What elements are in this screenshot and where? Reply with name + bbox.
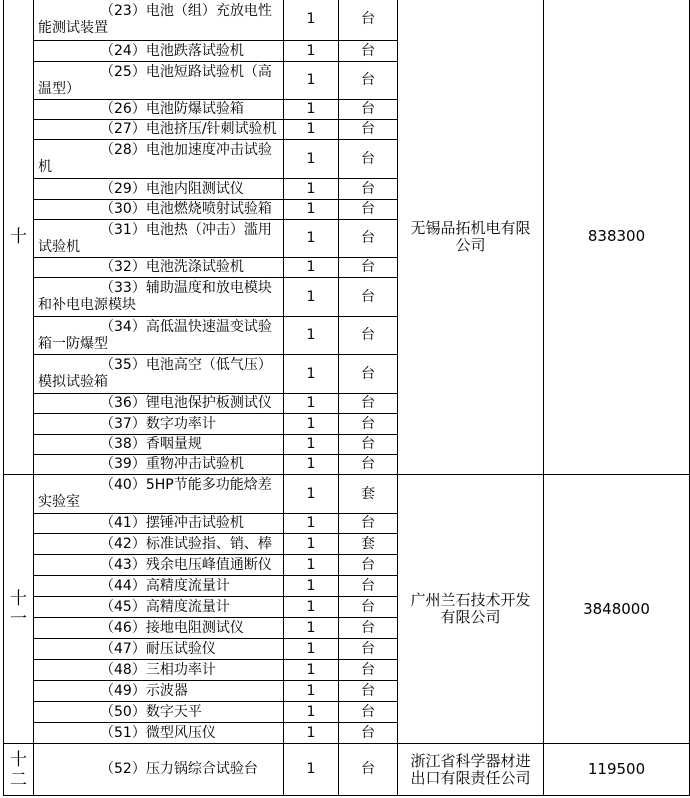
table-row — [4, 475, 690, 514]
item-number: （25） — [100, 63, 146, 80]
item-number: （39） — [100, 456, 146, 472]
item-unit: 台 — [339, 681, 398, 702]
item-name-cell — [34, 179, 284, 200]
item-name: 辅助温度和放电模块和补电电源模块 — [38, 280, 272, 313]
item-name-cell — [34, 394, 284, 414]
item-number: （44） — [100, 577, 146, 594]
item-quantity: 1 — [284, 435, 339, 455]
item-unit: 台 — [339, 639, 398, 660]
item-name-cell — [34, 120, 284, 140]
item-quantity: 1 — [284, 41, 339, 62]
item-number: （43） — [100, 556, 146, 573]
item-number: （38） — [100, 436, 146, 452]
item-name: 5HP节能多功能焓差实验室 — [38, 477, 272, 510]
item-quantity: 1 — [284, 394, 339, 414]
item-name-cell — [34, 702, 284, 723]
item-name-cell — [34, 576, 284, 597]
item-name-cell — [34, 555, 284, 576]
item-quantity: 1 — [284, 475, 339, 514]
item-name-cell — [34, 258, 284, 278]
item-number: （35） — [100, 357, 146, 373]
item-unit: 台 — [339, 100, 398, 120]
item-name-cell — [34, 62, 284, 100]
item-name: 锂电池保护板测试仪 — [145, 395, 272, 411]
item-unit: 台 — [339, 597, 398, 618]
item-quantity: 1 — [284, 179, 339, 200]
item-name: 电池加速度冲击试验机 — [38, 142, 272, 175]
item-name: 标准试验指、销、棒 — [145, 535, 272, 552]
item-name: 电池短路试验机（高温型） — [38, 63, 272, 97]
item-quantity: 1 — [284, 100, 339, 120]
item-number: （23） — [100, 2, 146, 19]
item-name: 重物冲击试验机 — [145, 456, 244, 472]
item-quantity: 1 — [284, 723, 339, 744]
item-name: 高低温快速温变试验箱一防爆型 — [38, 318, 272, 352]
item-name: 摆锤冲击试验机 — [145, 515, 244, 531]
item-number: （40） — [100, 477, 146, 493]
item-name-cell — [34, 475, 284, 514]
item-name-cell — [34, 200, 284, 220]
item-unit: 台 — [339, 555, 398, 576]
item-quantity: 1 — [284, 0, 339, 41]
item-name-cell — [34, 435, 284, 455]
item-quantity: 1 — [284, 200, 339, 220]
group-number-text: 十 一 — [10, 589, 27, 629]
item-unit: 台 — [339, 414, 398, 435]
item-number: （45） — [100, 598, 146, 615]
item-quantity: 1 — [284, 414, 339, 435]
item-quantity: 1 — [284, 317, 339, 355]
item-name-cell — [34, 317, 284, 355]
item-number: （26） — [100, 101, 146, 117]
item-number: （27） — [100, 121, 146, 137]
group-number-text: 十 — [10, 226, 27, 247]
item-name-cell — [34, 723, 284, 744]
item-name-cell — [34, 140, 284, 179]
item-name: 示波器 — [145, 682, 188, 699]
item-number: （31） — [100, 221, 146, 238]
item-unit: 台 — [339, 278, 398, 317]
item-number: （46） — [100, 619, 146, 636]
item-quantity: 1 — [284, 597, 339, 618]
item-name: 数字功率计 — [145, 415, 216, 432]
item-unit: 台 — [339, 41, 398, 62]
item-quantity: 1 — [284, 534, 339, 555]
item-number: （29） — [100, 180, 146, 197]
item-unit: 台 — [339, 514, 398, 534]
item-name-cell — [34, 597, 284, 618]
item-name-cell — [34, 744, 284, 796]
item-number: （33） — [100, 280, 146, 296]
table-row — [4, 744, 690, 796]
item-name: 电池跌落试验机 — [145, 42, 244, 59]
contract-amount: 3848000 — [544, 475, 690, 744]
group-number — [4, 744, 34, 796]
item-quantity: 1 — [284, 120, 339, 140]
item-quantity: 1 — [284, 702, 339, 723]
item-name: 三相功率计 — [145, 661, 216, 678]
item-unit: 台 — [339, 394, 398, 414]
item-unit: 台 — [339, 744, 398, 796]
item-name: 接地电阻测试仪 — [145, 619, 244, 636]
item-number: （32） — [100, 259, 146, 275]
item-unit: 台 — [339, 258, 398, 278]
item-number: （48） — [100, 661, 146, 678]
item-quantity: 1 — [284, 555, 339, 576]
item-unit: 台 — [339, 0, 398, 41]
item-name: 电池洗涤试验机 — [145, 259, 244, 275]
item-quantity: 1 — [284, 514, 339, 534]
item-unit: 台 — [339, 618, 398, 639]
item-name: 高精度流量计 — [145, 577, 230, 594]
item-number: （34） — [100, 318, 146, 335]
item-unit: 台 — [339, 660, 398, 681]
item-name: 电池热（冲击）滥用试验机 — [38, 221, 272, 255]
item-name: 数字天平 — [145, 703, 202, 720]
item-number: （28） — [100, 142, 146, 158]
item-quantity: 1 — [284, 455, 339, 475]
item-quantity: 1 — [284, 618, 339, 639]
item-name-cell — [34, 514, 284, 534]
item-name: 电池（组）充放电性能测试装置 — [38, 2, 272, 36]
item-name: 电池防爆试验箱 — [145, 101, 244, 117]
item-quantity: 1 — [284, 140, 339, 179]
item-name: 电池燃烧喷射试验箱 — [145, 201, 272, 217]
item-unit: 台 — [339, 455, 398, 475]
contract-amount: 119500 — [544, 744, 690, 796]
item-name-cell — [34, 41, 284, 62]
item-name: 压力锅综合试验台 — [145, 761, 258, 777]
item-name: 微型风压仪 — [145, 724, 216, 741]
item-quantity: 1 — [284, 639, 339, 660]
item-number: （37） — [100, 415, 146, 432]
item-unit: 台 — [339, 62, 398, 100]
item-number: （30） — [100, 201, 146, 217]
item-name-cell — [34, 100, 284, 120]
item-name-cell — [34, 355, 284, 394]
supplier-name: 广州兰石技术开发有限公司 — [398, 475, 544, 744]
group-number — [4, 475, 34, 744]
item-unit: 台 — [339, 120, 398, 140]
item-name-cell — [34, 618, 284, 639]
item-name: 高精度流量计 — [145, 598, 230, 615]
item-name-cell — [34, 0, 284, 41]
item-quantity: 1 — [284, 660, 339, 681]
table-row — [4, 0, 690, 41]
item-name: 香咽量规 — [145, 436, 202, 452]
item-quantity: 1 — [284, 278, 339, 317]
item-number: （36） — [100, 395, 146, 411]
item-unit: 台 — [339, 200, 398, 220]
item-name-cell — [34, 534, 284, 555]
item-unit: 套 — [339, 534, 398, 555]
item-quantity: 1 — [284, 355, 339, 394]
item-name-cell — [34, 278, 284, 317]
item-unit: 台 — [339, 317, 398, 355]
item-name: 电池挤压/针刺试验机 — [145, 121, 277, 137]
item-number: （42） — [100, 535, 146, 552]
item-unit: 台 — [339, 723, 398, 744]
item-name: 电池高空（低气压）模拟试验箱 — [38, 357, 272, 390]
item-name: 残余电压峰值通断仪 — [145, 556, 272, 573]
supplier-name: 浙江省科学器材进出口有限责任公司 — [398, 744, 544, 796]
supplier-name: 无锡品拓机电有限公司 — [398, 0, 544, 475]
item-unit: 台 — [339, 220, 398, 258]
item-name-cell — [34, 639, 284, 660]
group-number — [4, 0, 34, 475]
item-unit: 台 — [339, 140, 398, 179]
item-number: （51） — [100, 724, 146, 741]
item-quantity: 1 — [284, 744, 339, 796]
item-name-cell — [34, 220, 284, 258]
item-unit: 台 — [339, 702, 398, 723]
item-quantity: 1 — [284, 681, 339, 702]
item-quantity: 1 — [284, 62, 339, 100]
item-unit: 台 — [339, 355, 398, 394]
item-name-cell — [34, 414, 284, 435]
item-quantity: 1 — [284, 576, 339, 597]
item-number: （47） — [100, 640, 146, 657]
item-number: （52） — [100, 761, 146, 777]
item-name: 电池内阻测试仪 — [145, 180, 244, 197]
item-unit: 台 — [339, 179, 398, 200]
item-number: （41） — [100, 515, 146, 531]
group-number-text: 十 二 — [10, 749, 27, 790]
item-unit: 台 — [339, 576, 398, 597]
item-number: （49） — [100, 682, 146, 699]
item-quantity: 1 — [284, 220, 339, 258]
contract-amount: 838300 — [544, 0, 690, 475]
item-name-cell — [34, 455, 284, 475]
item-unit: 套 — [339, 475, 398, 514]
item-number: （50） — [100, 703, 146, 720]
item-name-cell — [34, 681, 284, 702]
item-name: 耐压试验仪 — [145, 640, 216, 657]
item-quantity: 1 — [284, 258, 339, 278]
item-name-cell — [34, 660, 284, 681]
item-unit: 台 — [339, 435, 398, 455]
item-number: （24） — [100, 42, 146, 59]
equipment-table — [3, 0, 690, 796]
